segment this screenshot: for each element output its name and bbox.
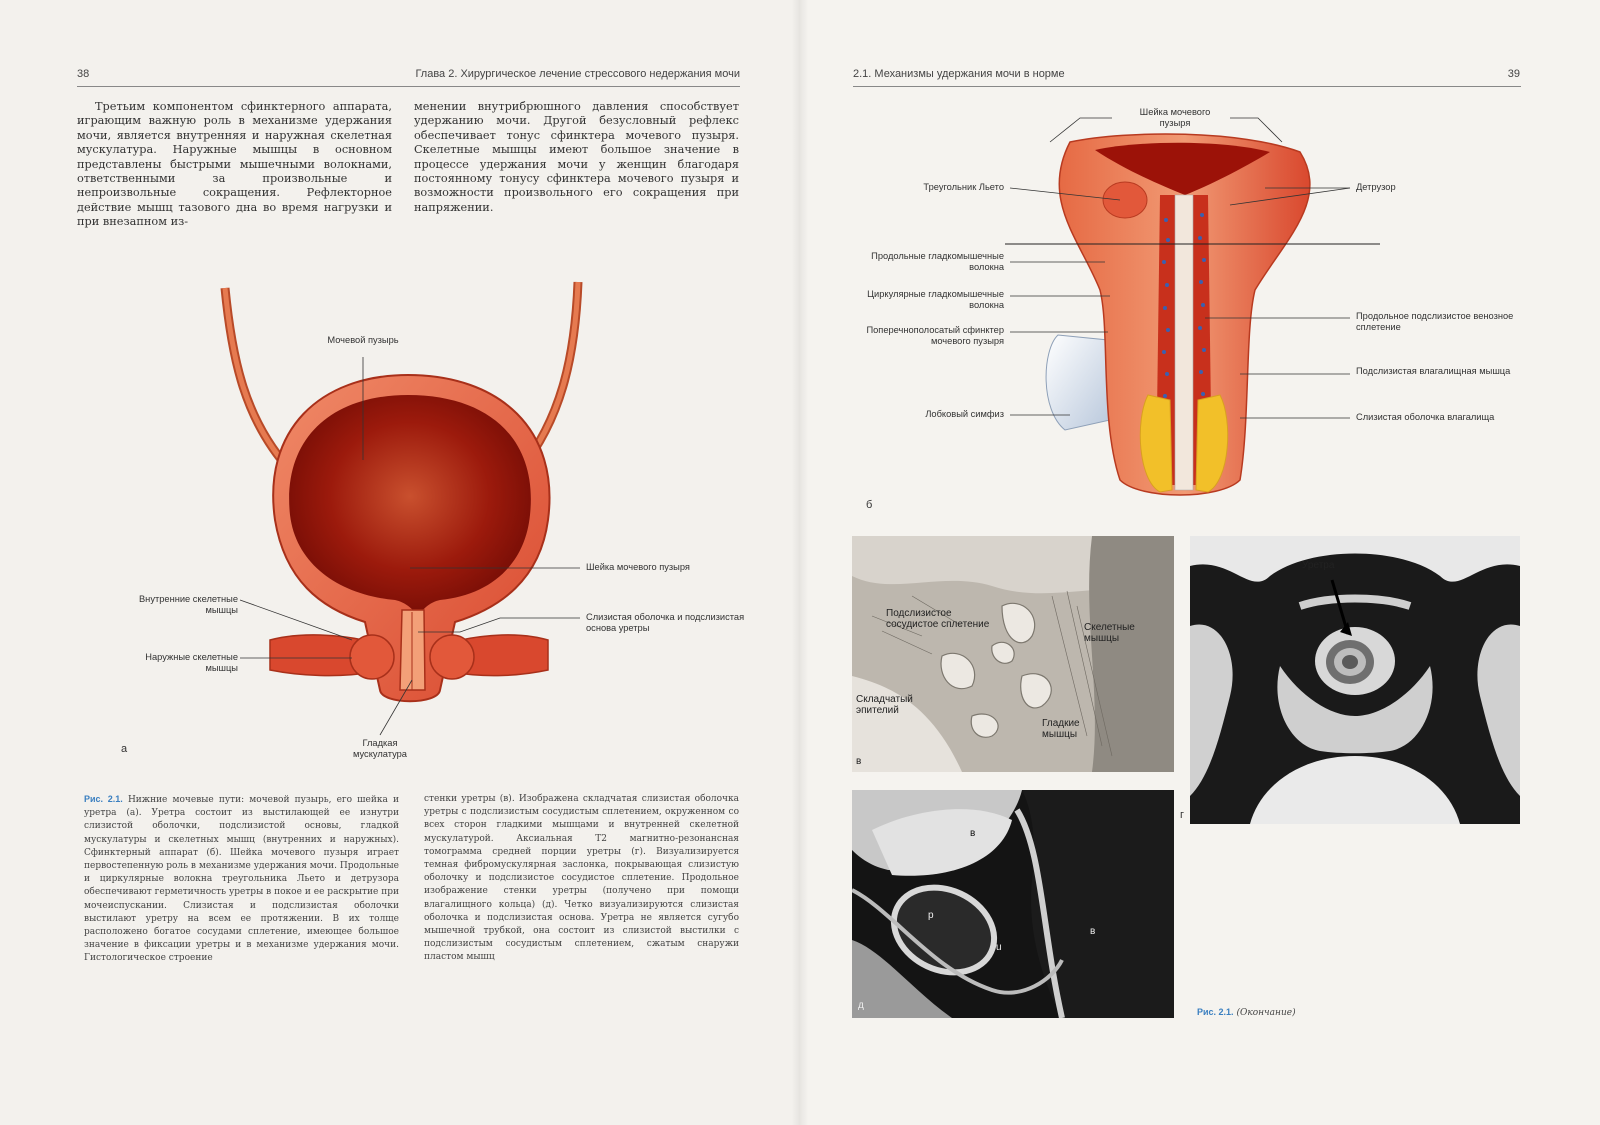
figure-letter-v: в <box>856 756 862 767</box>
page-number-left: 38 <box>77 68 90 80</box>
figure-b-sphincter <box>0 0 1600 520</box>
caption-column-1 <box>84 793 399 966</box>
label-smooth-musculature: Гладкая мускулатура <box>353 738 407 759</box>
label-v-plexus: Подслизистое сосудистое сплетение <box>886 608 990 630</box>
label-trigone: Треугольник Льето <box>923 182 1004 192</box>
histology-texture <box>852 536 1174 772</box>
label-v-epithelium: Складчатый эпителий <box>856 694 913 716</box>
body-column-1: Третьим компонентом сфинктерного аппарата, играющим важную роль в механизме удержания мочи, является внутренняя и наружная скелетная мускулатура. Наружные мышцы в основном представлены быстрыми мышечными волокнами, ответственными за произвольные и непроизвольные сокращения. Рефлекторное действие мышц тазового дна во время нагрузки и при внезапном из- <box>77 100 392 229</box>
figure-v-histology <box>852 536 1174 772</box>
label-v-skeletal: Скелетные мышцы <box>1084 622 1135 644</box>
label-bladder: Мочевой пузырь <box>327 335 399 345</box>
mark-d-r: р <box>928 910 934 921</box>
label-circular-fibers: Циркулярные гладкомышечные волокна <box>867 289 1004 310</box>
figure-letter-b: б <box>866 499 873 511</box>
caption-right-end: (Окончание) <box>1236 1008 1296 1018</box>
running-head-right: 2.1. Механизмы удержания мочи в норме <box>853 68 1065 80</box>
mark-d-v: в <box>970 828 976 839</box>
label-vaginal-mucosa: Слизистая оболочка влагалища <box>1356 412 1495 422</box>
caption-column-2: стенки уретры (в). Изображена складчатая слизистая оболочка уретры с подслизистым сосудистым сплетением, окруженном со всех сторон гладкими мышцами и внутренней скелетной мускулатурой. Аксиальная Т2 магнитно-резонансная томограмма средней порции уретры (г). Визуализируется темная фибромускулярная заслонка, покрывающая слизистую оболочку и подслизистое сосудистое сплетение. Продольное изображение стенки уретры (получено при помощи влагалищного кольца) (д). Четко визуализируются слизистая оболочка и подслизистая основа. Уретра не является сугубо мышечной трубкой, она состоит из слизистой выстилки с подслизистым сосудистым сплетением, сжатым снаружи пластом мышц <box>424 794 739 963</box>
label-external-muscles: Наружные скелетные мышцы <box>145 652 238 673</box>
label-detrusor: Детрузор <box>1356 182 1396 192</box>
page-number-right: 39 <box>1507 68 1520 80</box>
label-longitudinal-fibers: Продольные гладкомышечные волокна <box>871 251 1004 272</box>
label-venous-plexus: Продольное подслизистое венозное сплетение <box>1356 311 1514 332</box>
label-vaginal-submucosa: Подслизистая влагалищная мышца <box>1356 366 1511 376</box>
label-pubic-symphysis: Лобковый симфиз <box>925 409 1004 419</box>
running-head-left: Глава 2. Хирургическое лечение стрессового недержания мочи <box>415 68 740 80</box>
figure-letter-d: д <box>858 1000 864 1011</box>
body-column-2: менении внутрибрюшного давления способствует удержанию мочи. Другой безусловный рефлекс обеспечивает тонус сфинктера мочевого пузыря. Скелетные мышцы имеют большое значение в процессе удержания мочи у женщин благодаря постоянному тонусу сфинктера мочевого пузыря и возможности произвольного его сокращения при напряжении. <box>414 100 739 214</box>
mark-d-a: в <box>1090 926 1096 937</box>
figure-g-axial-mri <box>1190 536 1520 824</box>
caption-label: Рис. 2.1. <box>84 794 123 804</box>
caption-right-label: Рис. 2.1. <box>1197 1007 1234 1017</box>
label-g-urethra: Уретра <box>1302 560 1335 571</box>
figure-letter-g: г <box>1180 809 1185 821</box>
figure-d-longitudinal-mri <box>852 790 1174 1018</box>
label-internal-muscles: Внутренние скелетные мышцы <box>138 594 238 615</box>
mri-axial-image <box>1190 536 1520 824</box>
mri-longitudinal-image <box>852 790 1174 1018</box>
figure-letter-a: а <box>121 743 128 755</box>
caption-text-1: Нижние мочевые пути: мочевой пузырь, его шейка и уретра (а). Уретра состоит из выстилающей ее изнутри слизистой оболочки, подслизистой основы, гладкой мускулатуры и скелетных мышц (внутренних и наружных). Сфинктерный аппарат (б). Шейка мочевого пузыря играет первостепенную роль в механизме удержания мочи. Продольные и циркулярные волокна треугольника Льето и детрузора обеспечивают герметичность уретры в покое и ее раскрытие при мочеиспускании. Слизистая и подслизистая оболочки выстилают уретру на всем ее протяжении. В их толще расположено богатое сосудами сплетение, имеющее большое значение в фиксации уретры и в механизме удержания мочи. Гистологическое строение <box>84 795 399 964</box>
label-mucosa-submucosa: Слизистая оболочка и подслизистая основа уретры <box>586 612 745 633</box>
mark-d-u: u <box>996 942 1002 953</box>
label-striated-sphincter: Поперечнополосатый сфинктер мочевого пузыря <box>866 325 1004 346</box>
label-b-bladder-neck: Шейка мочевого пузыря <box>1139 107 1211 128</box>
label-v-smooth: Гладкие мышцы <box>1042 718 1080 740</box>
label-bladder-neck: Шейка мочевого пузыря <box>586 562 690 572</box>
caption-right <box>1197 1006 1397 1020</box>
